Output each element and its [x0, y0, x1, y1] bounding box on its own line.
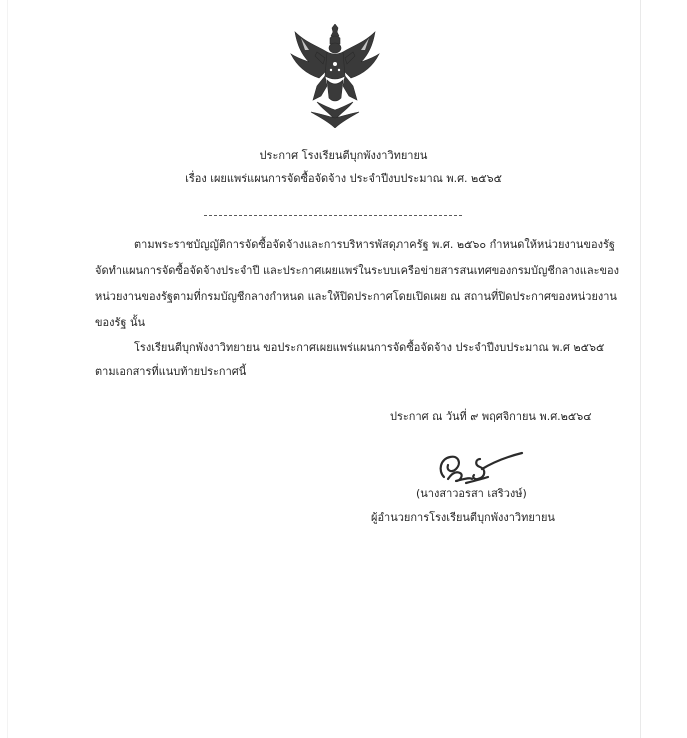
paragraph-1-line-1: ตามพระราชบัญญัติการจัดซื้อจัดจ้างและการบริหารพัสดุภาครัฐ พ.ศ. ๒๕๖๐ กำหนดให้หน่วยงานของรัฐ	[134, 238, 615, 251]
signer-name: (นางสาวอรสา เสริวงษ์)	[416, 487, 527, 500]
announcement-subject: เรื่อง เผยแพร่แผนการจัดซื้อจัดจ้าง ประจำปีงบประมาณ พ.ศ. ๒๕๖๕	[185, 172, 502, 185]
paragraph-1-line-2: จัดทำแผนการจัดซื้อจัดจ้างประจำปี และประกาศเผยแพร่ในระบบเครือข่ายสารสนเทศของกรมบัญชีกลางและของ	[95, 264, 620, 277]
garuda-emblem-icon	[287, 24, 383, 128]
announcement-date: ประกาศ ณ วันที่ ๙ พฤศจิกายน พ.ศ.๒๕๖๔	[390, 410, 592, 423]
signer-title: ผู้อำนวยการโรงเรียนตีบุกพังงาวิทยายน	[371, 511, 555, 524]
paragraph-1-line-3: หน่วยงานของรัฐตามที่กรมบัญชีกลางกำหนด และให้ปิดประกาศโดยเปิดเผย ณ สถานที่ปิดประกาศของหน่วยงาน	[95, 290, 617, 303]
paragraph-2-line-2: ตามเอกสารที่แนบท้ายประกาศนี้	[95, 365, 247, 378]
dashed-divider	[204, 215, 462, 216]
signature-icon	[430, 449, 534, 489]
paragraph-1-line-4: ของรัฐ นั้น	[95, 316, 146, 329]
paragraph-2-line-1: โรงเรียนตีบุกพังงาวิทยายน ขอประกาศเผยแพร่แผนการจัดซื้อจัดจ้าง ประจำปีงบประมาณ พ.ศ ๒๕๖๕	[134, 341, 605, 354]
announcement-title: ประกาศ โรงเรียนตีบุกพังงาวิทยายน	[259, 149, 428, 162]
